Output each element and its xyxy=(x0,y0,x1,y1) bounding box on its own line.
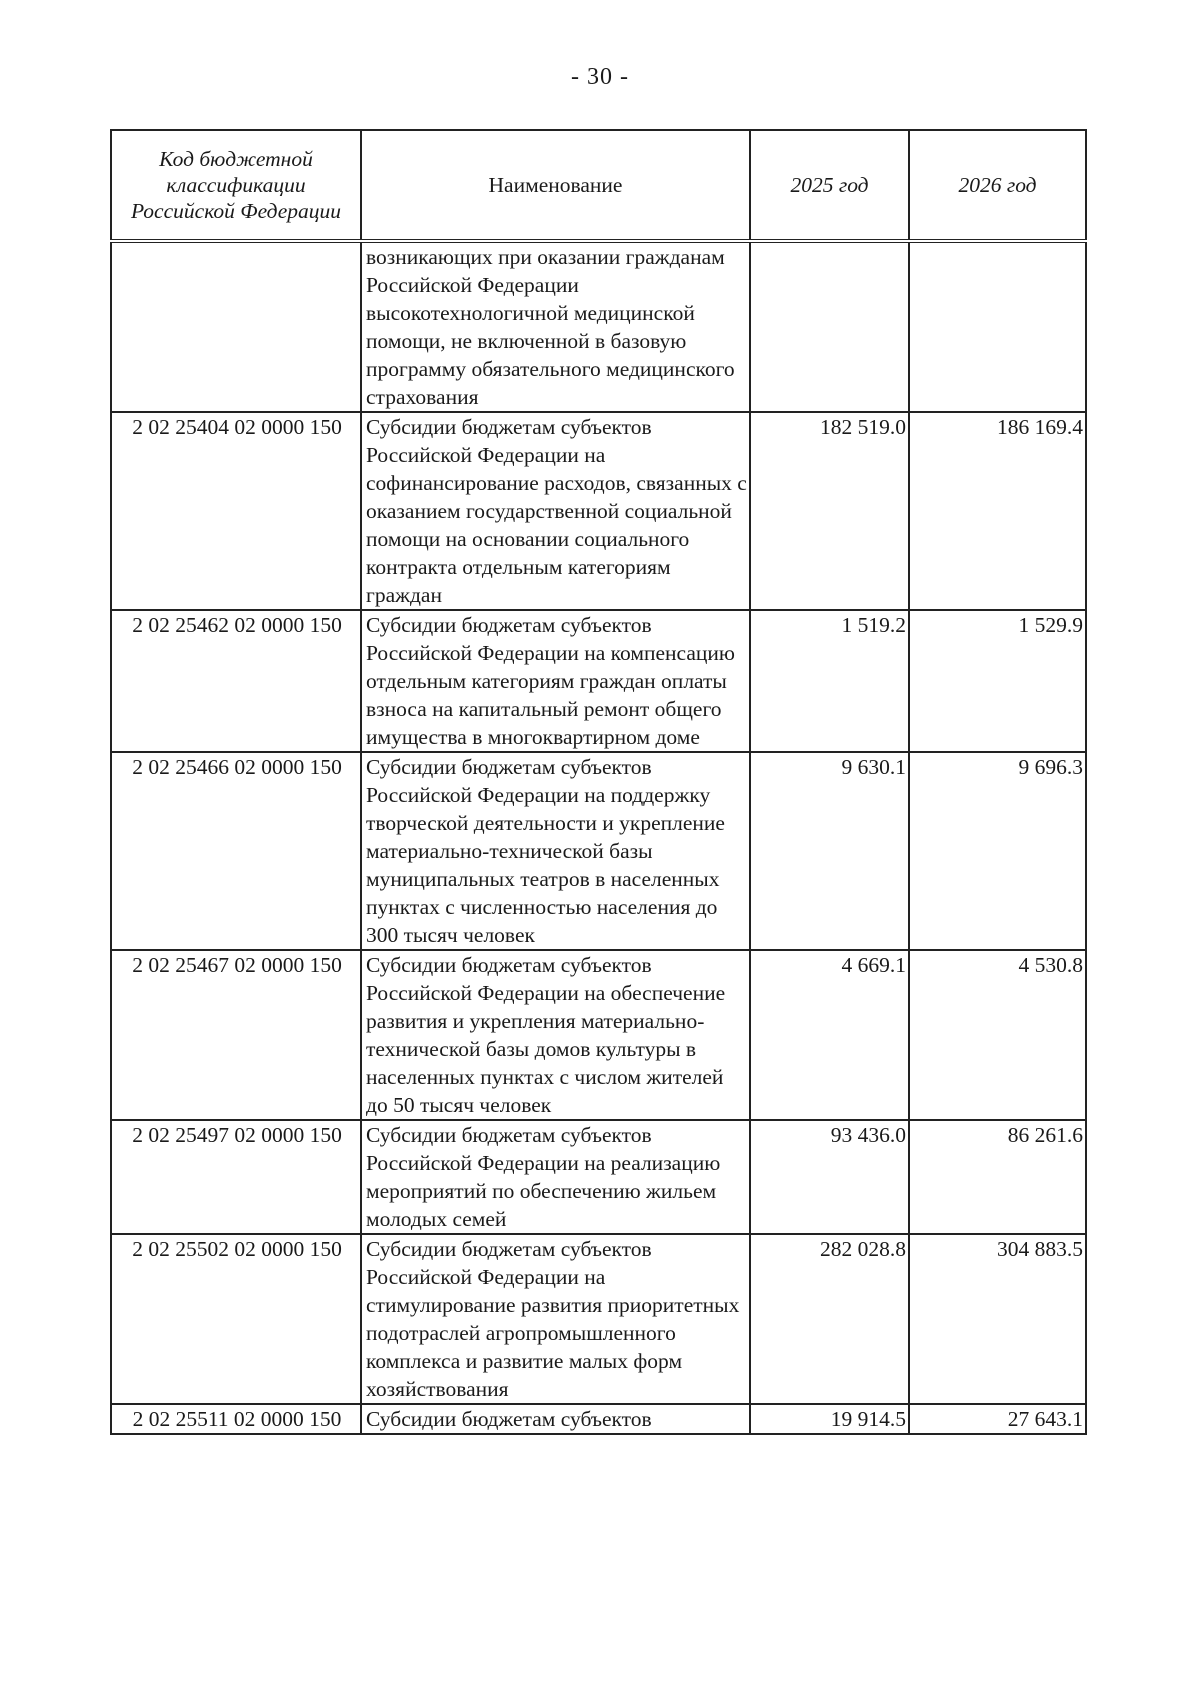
row-name: Субсидии бюджетам субъектов Российской Федерации на компенсацию отдельным категориям граждан оплаты взноса на капитальный ремонт общего имущества в многоквартирном доме xyxy=(361,610,750,752)
row-name: Субсидии бюджетам субъектов Российской Федерации на реализацию мероприятий по обеспечению жильем молодых семей xyxy=(361,1120,750,1234)
row-value-2026 xyxy=(909,241,1086,412)
row-value-2026: 9 696.3 xyxy=(909,752,1086,950)
row-value-2026: 86 261.6 xyxy=(909,1120,1086,1234)
row-code xyxy=(111,241,361,412)
row-value-2025 xyxy=(750,241,909,412)
row-value-2025: 182 519.0 xyxy=(750,412,909,610)
row-value-2026: 304 883.5 xyxy=(909,1234,1086,1404)
header-year-2025: 2025 год xyxy=(750,130,909,241)
row-code: 2 02 25404 02 0000 150 xyxy=(111,412,361,610)
row-value-2025: 9 630.1 xyxy=(750,752,909,950)
row-name: Субсидии бюджетам субъектов xyxy=(361,1404,750,1434)
row-code: 2 02 25511 02 0000 150 xyxy=(111,1404,361,1434)
table-row xyxy=(111,950,1086,1120)
table-header-row xyxy=(111,130,1086,241)
budget-table xyxy=(110,129,1087,1435)
row-code: 2 02 25502 02 0000 150 xyxy=(111,1234,361,1404)
table-row xyxy=(111,1404,1086,1434)
row-code: 2 02 25462 02 0000 150 xyxy=(111,610,361,752)
table-row xyxy=(111,1234,1086,1404)
table-row xyxy=(111,412,1086,610)
page-number: - 30 - xyxy=(571,64,629,90)
row-name: Субсидии бюджетам субъектов Российской Федерации на поддержку творческой деятельности и укрепление материально-технической базы муниципальных театров в населенных пунктах с численностью населения до 300 тысяч человек xyxy=(361,752,750,950)
row-value-2026: 1 529.9 xyxy=(909,610,1086,752)
table-row xyxy=(111,610,1086,752)
table-row xyxy=(111,241,1086,412)
header-code: Код бюджетной классификации Российской Федерации xyxy=(111,130,361,241)
row-value-2025: 4 669.1 xyxy=(750,950,909,1120)
table-row xyxy=(111,752,1086,950)
row-name: Субсидии бюджетам субъектов Российской Федерации на обеспечение развития и укрепления материально-технической базы домов культуры в населенных пунктах с числом жителей до 50 тысяч человек xyxy=(361,950,750,1120)
row-value-2025: 93 436.0 xyxy=(750,1120,909,1234)
row-name: Субсидии бюджетам субъектов Российской Федерации на стимулирование развития приоритетных подотраслей агропромышленного комплекса и развитие малых форм хозяйствования xyxy=(361,1234,750,1404)
header-name: Наименование xyxy=(361,130,750,241)
row-value-2026: 27 643.1 xyxy=(909,1404,1086,1434)
table-row xyxy=(111,1120,1086,1234)
row-value-2026: 186 169.4 xyxy=(909,412,1086,610)
row-code: 2 02 25466 02 0000 150 xyxy=(111,752,361,950)
row-value-2025: 1 519.2 xyxy=(750,610,909,752)
header-year-2026: 2026 год xyxy=(909,130,1086,241)
row-value-2025: 19 914.5 xyxy=(750,1404,909,1434)
row-code: 2 02 25467 02 0000 150 xyxy=(111,950,361,1120)
row-value-2025: 282 028.8 xyxy=(750,1234,909,1404)
row-name: Субсидии бюджетам субъектов Российской Федерации на софинансирование расходов, связанных с оказанием государственной социальной помощи на основании социального контракта отдельным категориям граждан xyxy=(361,412,750,610)
row-value-2026: 4 530.8 xyxy=(909,950,1086,1120)
row-code: 2 02 25497 02 0000 150 xyxy=(111,1120,361,1234)
row-name: возникающих при оказании гражданам Российской Федерации высокотехнологичной медицинской помощи, не включенной в базовую программу обязательного медицинского страхования xyxy=(361,241,750,412)
